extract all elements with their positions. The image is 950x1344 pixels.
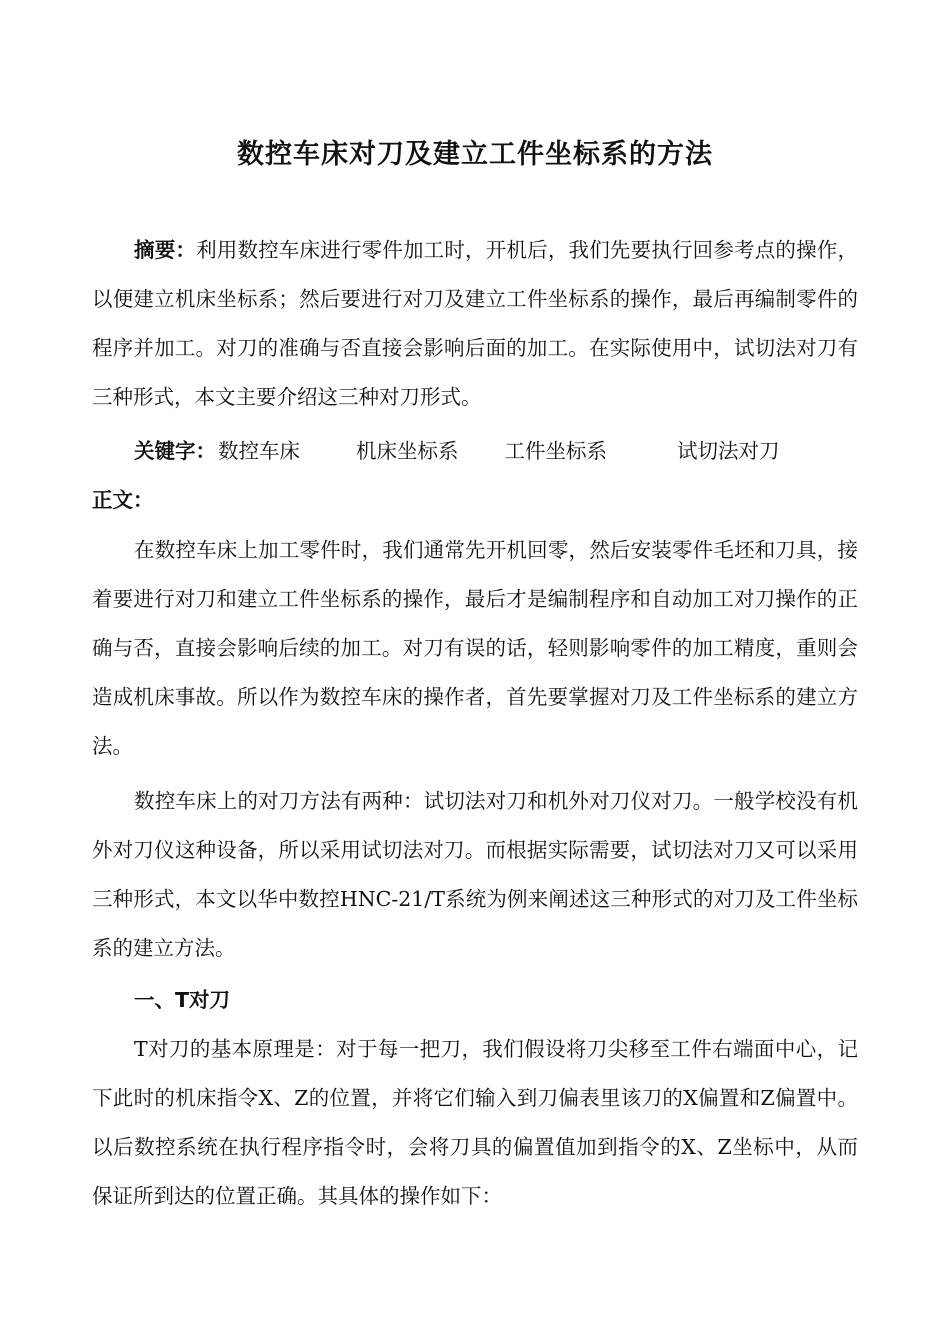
section-paragraph: T对刀的基本原理是：对于每一把刀，我们假设将刀尖移至工件右端面中心，记下此时的机床指令X、Z的位置，并将它们输入到刀偏表里该刀的X偏置和Z偏置中。以后数控系统在执行程序指令时，会将刀具的偏置值加到指令的X、Z坐标中，从而保证所到达的位置正确。其具体的操作如下：	[92, 1037, 858, 1208]
abstract-text: 利用数控车床进行零件加工时，开机后，我们先要执行回参考点的操作，以便建立机床坐标系；然后要进行对刀及建立工件坐标系的操作，最后再编制零件的程序并加工。对刀的准确与否直接会影响后面的加工。在实际使用中，试切法对刀有三种形式，本文主要介绍这三种对刀形式。	[92, 238, 859, 409]
keyword-item: 数控车床	[218, 439, 300, 463]
main-text-label: 正文：	[92, 488, 154, 512]
keyword-item: 试切法对刀	[677, 439, 780, 463]
abstract-paragraph	[92, 226, 858, 422]
keyword-item: 工件坐标系	[504, 439, 607, 463]
body-paragraph: 数控车床上的对刀方法有两种：试切法对刀和机外对刀仪对刀。一般学校没有机外对刀仪这种设备，所以采用试切法对刀。而根据实际需要，试切法对刀又可以采用三种形式，本文以华中数控HNC-21/T系统为例来阐述这三种形式的对刀及工件坐标系的建立方法。	[92, 789, 858, 960]
section-heading: 一、T对刀	[134, 988, 230, 1012]
body-paragraph: 在数控车床上加工零件时，我们通常先开机回零，然后安装零件毛坯和刀具，接着要进行对刀和建立工件坐标系的操作，最后才是编制程序和自动加工对刀操作的正确与否，直接会影响后续的加工。对刀有误的话，轻则影响零件的加工精度，重则会造成机床事故。所以作为数控车床的操作者，首先要掌握对刀及工件坐标系的建立方法。	[92, 538, 858, 758]
keywords-label: 关键字：	[134, 439, 216, 463]
keywords-row	[134, 427, 780, 476]
abstract-label: 摘要：	[134, 238, 197, 262]
document-title: 数控车床对刀及建立工件坐标系的方法	[237, 139, 713, 170]
keyword-item: 机床坐标系	[356, 439, 459, 463]
